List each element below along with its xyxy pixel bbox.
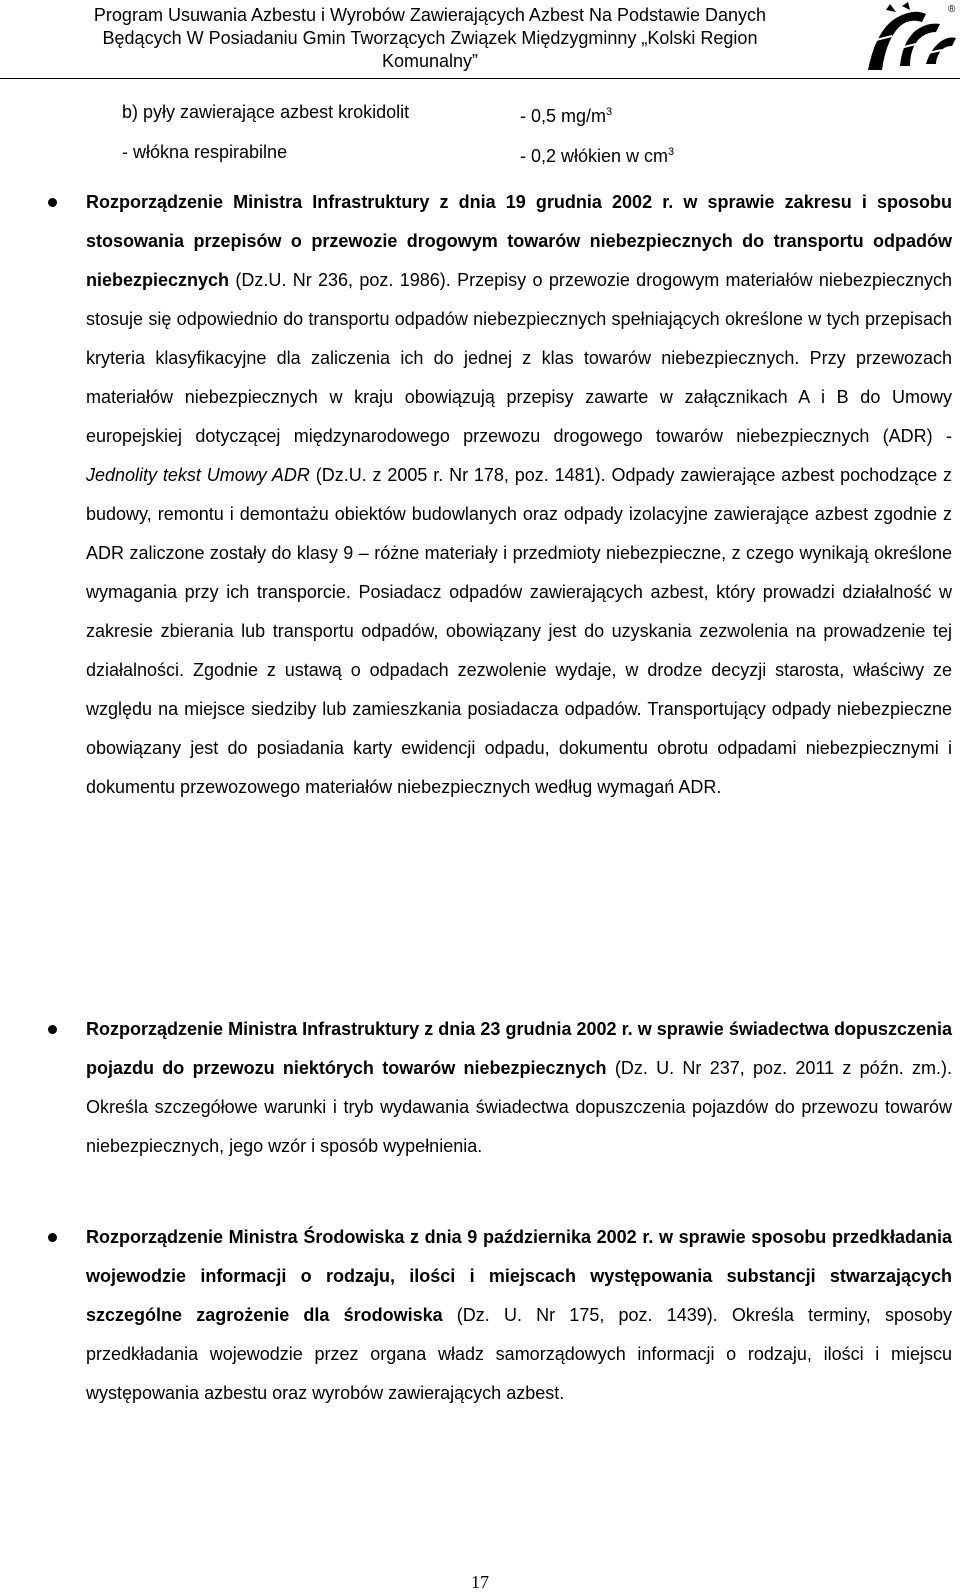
limit-value-text: - 0,2 włókien w cm xyxy=(520,146,669,166)
header-title-line: Program Usuwania Azbestu i Wyrobów Zawierających Azbest Na Podstawie Danych xyxy=(93,5,767,25)
page-header xyxy=(0,0,960,79)
regulation-text: (Dz.U. z 2005 r. Nr 178, poz. 1481). Odpady zawierające azbest pochodzące z budowy, remontu i demontażu obiektów budowlanych oraz odpady izolacyjne zawierające azbest zgodnie z ADR zaliczone zostały do klasy 9 – różne materiały i przedmioty niebezpieczne, z czego wynikają określone wymagania przy ich transporcie. Posiadacz odpadów zawierających azbest, który prowadzi działalność w zakresie zbierania lub transportu odpadów, obowiązany jest do uzyskania zezwolenia na prowadzenie tej działalności. Zgodnie z ustawą o odpadach zezwolenie wydaje, w drodze decyzji starosta, właściwy ze względu na miejsce siedziby lub zamieszkania posiadacza odpadów. Transportujący odpady niebezpieczne obowiązany jest do posiadania karty ewidencji odpadu, dokumentu obrotu odpadami niebezpiecznymi i dokumentu przewozowego materiałów niebezpiecznych według wymagań ADR. xyxy=(86,465,952,797)
bullet-icon xyxy=(48,1233,57,1242)
limit-value xyxy=(520,100,612,128)
regulation-item xyxy=(86,183,952,807)
header-title-line: Komunalny” xyxy=(381,51,479,71)
registered-mark: ® xyxy=(948,4,956,15)
regulation-title: Rozporządzenie Ministra Infrastruktury z dnia 19 grudnia 2002 r. w sprawie zakresu i sposobu stosowania przepisów o przewozie drogowym towarów niebezpiecznych do transportu odpadów niebezpiecznych xyxy=(86,192,952,290)
regulation-item xyxy=(86,1218,952,1413)
logo-icon xyxy=(856,0,960,76)
regulation-text: (Dz. U. Nr 237, poz. 2011 z późn. zm.). Określa szczegółowe warunki i tryb wydawania świadectwa dopuszczenia pojazdów do przewozu towarów niebezpiecznych, jego wzór i sposób wypełnienia. xyxy=(86,1058,952,1156)
regulation-text: (Dz.U. Nr 236, poz. 1986). Przepisy o przewozie drogowym materiałów niebezpiecznych stosuje się odpowiednio do transportu odpadów niebezpiecznych spełniających określone w tych przepisach kryteria klasyfikacyjne dla zaliczenia ich do jednej z klas towarów niebezpiecznych. Przy przewozach materiałów niebezpiecznych w kraju obowiązują przepisy zawarte w załącznikach A i B do Umowy europejskiej dotyczącej międzynarodowego przewozu drogowego towarów niebezpiecznych (ADR) - xyxy=(86,270,952,446)
limit-value-exponent: 3 xyxy=(606,106,613,118)
limit-label: - włókna respirabilne xyxy=(122,142,288,162)
limit-label: b) pyły zawierające azbest krokidolit xyxy=(122,102,410,122)
bullet-icon xyxy=(48,198,57,207)
bullet-icon xyxy=(48,1025,57,1034)
limit-value-exponent: 3 xyxy=(668,146,675,158)
regulation-text: (Dz. U. Nr 175, poz. 1439). Określa terminy, sposoby przedkładania wojewodzie przez organa władz samorządowych informacji o rodzaju, ilości i miejscu występowania azbestu oraz wyrobów zawierających azbest. xyxy=(86,1305,952,1403)
regulation-italic: Jednolity tekst Umowy ADR xyxy=(86,465,310,485)
limit-value xyxy=(520,140,674,168)
regulation-title: Rozporządzenie Ministra Środowiska z dnia 9 października 2002 r. w sprawie sposobu przedkładania wojewodzie informacji o rodzaju, ilości i miejscach występowania substancji stwarzających szczególne zagrożenie dla środowiska xyxy=(86,1227,952,1325)
header-title xyxy=(20,4,840,73)
page-number: 17 xyxy=(471,1572,489,1592)
regulation-item xyxy=(86,1010,952,1166)
header-title-line: Będących W Posiadaniu Gmin Tworzących Związek Międzygminny „Kolski Region xyxy=(102,28,758,48)
regulation-title: Rozporządzenie Ministra Infrastruktury z dnia 23 grudnia 2002 r. w sprawie świadectwa dopuszczenia pojazdu do przewozu niektórych towarów niebezpiecznych xyxy=(86,1019,952,1078)
limit-value-text: - 0,5 mg/m xyxy=(520,106,607,126)
